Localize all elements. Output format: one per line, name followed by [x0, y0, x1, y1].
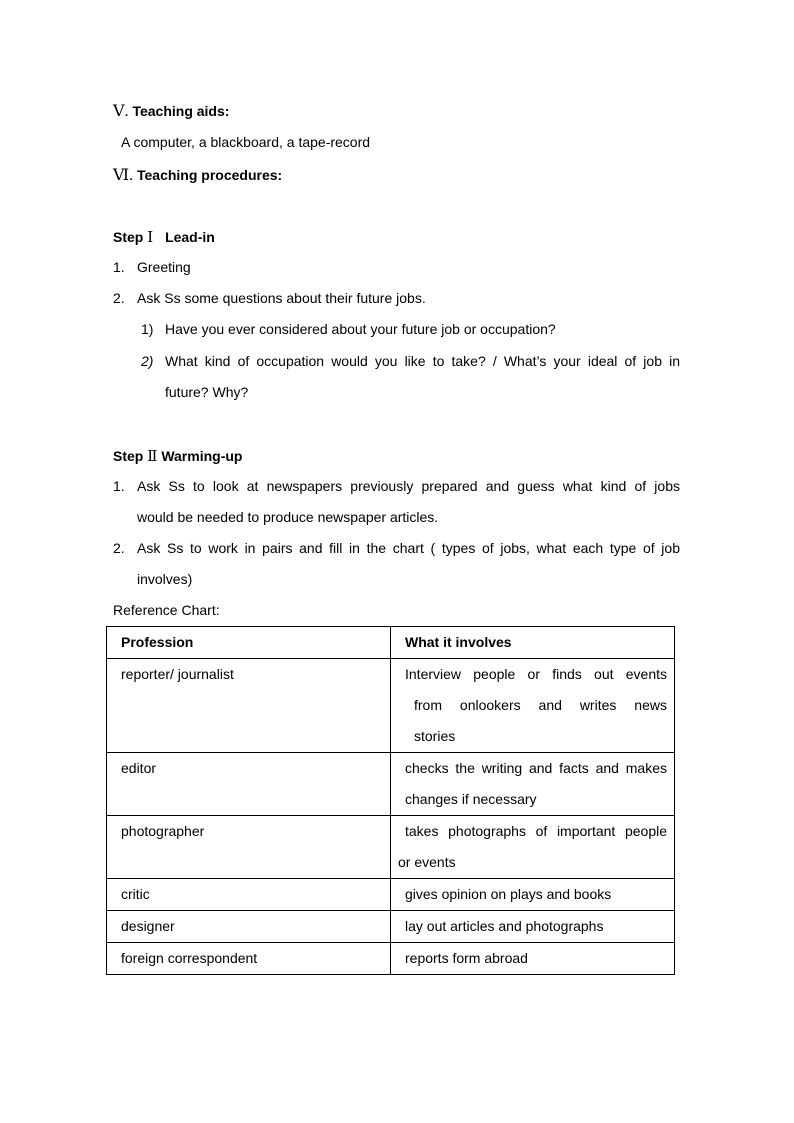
step2-item2-line2: involves): [137, 571, 193, 587]
reference-chart-label: Reference Chart:: [113, 602, 220, 618]
step2-label: Step: [113, 448, 144, 464]
step2-numeral: Ⅱ: [147, 449, 158, 465]
table-row: [107, 659, 675, 753]
profession-cell: photographer: [107, 816, 391, 879]
involves-cell: takes photographs of important people or events: [391, 816, 675, 879]
step2-item2-number: 2.: [113, 540, 125, 556]
step2-item1-line2: would be needed to produce newspaper articles.: [137, 509, 439, 525]
step1-heading: [113, 228, 215, 247]
profession-cell: editor: [107, 753, 391, 816]
step1-item2-number: 2.: [113, 290, 125, 306]
step1-sub2-line2: future? Why?: [165, 384, 249, 400]
step2-item1-number: 1.: [113, 478, 125, 494]
header-profession: Profession: [107, 627, 391, 659]
involves-cell: reports form abroad: [391, 943, 675, 975]
section6-numeral: Ⅵ.: [113, 167, 134, 184]
step1-item2-text: Ask Ss some questions about their future jobs.: [137, 290, 426, 306]
section6-title: Teaching procedures:: [136, 167, 283, 183]
step1-item1-number: 1.: [113, 259, 125, 275]
table-row: [107, 879, 675, 911]
step1-numeral: Ⅰ: [147, 230, 154, 246]
involves-cell: lay out articles and photographs: [391, 911, 675, 943]
step2-heading: [113, 447, 242, 466]
section5-heading: [113, 101, 229, 121]
table-row: [107, 816, 675, 879]
step2-title: Warming-up: [161, 448, 243, 464]
step1-title: Lead-in: [165, 229, 215, 245]
step1-label: Step: [113, 229, 144, 245]
reference-chart-table: [106, 626, 675, 975]
involves-cell: gives opinion on plays and books: [391, 879, 675, 911]
profession-cell: reporter/ journalist: [107, 659, 391, 753]
involves-cell: checks the writing and facts and makes changes if necessary: [391, 753, 675, 816]
table-row: [107, 753, 675, 816]
table-row: [107, 943, 675, 975]
profession-cell: critic: [107, 879, 391, 911]
step1-sub2-number: 2): [141, 353, 154, 369]
step1-item1-text: Greeting: [137, 259, 191, 275]
involves-cell: Interview people or finds out events from onlookers and writes news stories: [391, 659, 675, 753]
section5-title: Teaching aids:: [132, 103, 230, 119]
section5-numeral: Ⅴ.: [113, 103, 129, 120]
header-what-it-involves: What it involves: [391, 627, 675, 659]
profession-cell: foreign correspondent: [107, 943, 391, 975]
step1-sub1-text: Have you ever considered about your future job or occupation?: [165, 321, 556, 337]
section5-content: A computer, a blackboard, a tape-record: [121, 134, 371, 150]
step2-item1-line1: Ask Ss to look at newspapers previously prepared and guess what kind of jobs: [137, 478, 680, 494]
table-header-row: [107, 627, 675, 659]
profession-cell: designer: [107, 911, 391, 943]
step1-sub2-line1: What kind of occupation would you like to take? / What’s your ideal of job in: [165, 353, 680, 369]
table-row: [107, 911, 675, 943]
section6-heading: [113, 165, 282, 185]
step1-sub1-number: 1): [141, 321, 154, 337]
step2-item2-line1: Ask Ss to work in pairs and fill in the chart ( types of jobs, what each type of job: [137, 540, 680, 556]
